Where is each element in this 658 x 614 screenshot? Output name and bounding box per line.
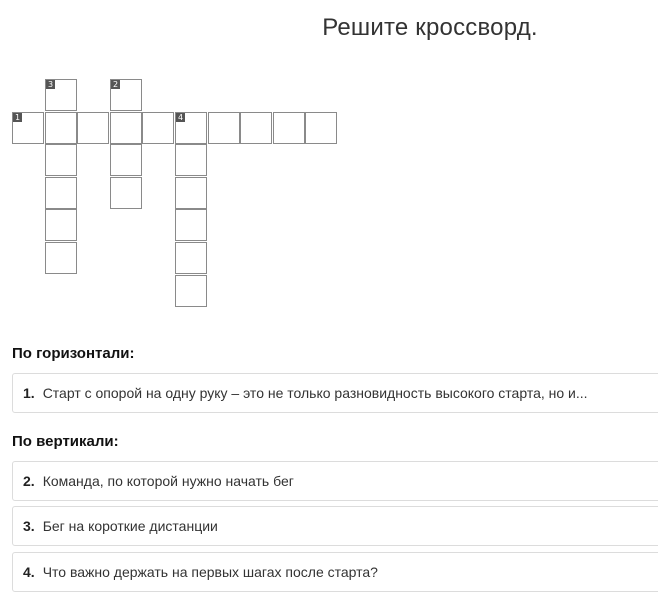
crossword-cell[interactable] xyxy=(110,177,142,209)
cell-number-label: 3 xyxy=(48,80,54,89)
crossword-cell[interactable] xyxy=(45,112,77,144)
crossword-cell[interactable] xyxy=(273,112,305,144)
crossword-cell[interactable] xyxy=(45,144,77,176)
crossword-cell[interactable] xyxy=(175,112,207,144)
across-clue-1[interactable] xyxy=(12,373,658,413)
crossword-cell[interactable] xyxy=(175,144,207,176)
down-clue-3[interactable] xyxy=(12,506,658,546)
crossword-cell[interactable] xyxy=(305,112,337,144)
clue-text: Команда, по которой нужно начать бег xyxy=(42,473,294,489)
crossword-cell[interactable] xyxy=(208,112,240,144)
clue-text: Старт с опорой на одну руку – это не только разновидность высокого старта, но и... xyxy=(42,385,588,401)
crossword-cell[interactable] xyxy=(240,112,272,144)
down-clue-2[interactable] xyxy=(12,461,658,501)
crossword-cell[interactable] xyxy=(45,177,77,209)
cell-number-label: 2 xyxy=(113,80,119,89)
crossword-cell[interactable] xyxy=(45,209,77,241)
clue-number: 3. xyxy=(23,518,35,534)
crossword-cell[interactable] xyxy=(45,79,77,111)
across-heading: По горизонтали: xyxy=(12,345,135,362)
clue-number: 4. xyxy=(23,564,35,580)
page-title: Решите кроссворд. xyxy=(322,14,538,41)
crossword-cell[interactable] xyxy=(110,79,142,111)
crossword-cell[interactable] xyxy=(175,275,207,307)
crossword-cell[interactable] xyxy=(175,177,207,209)
down-heading: По вертикали: xyxy=(12,433,119,450)
cell-number-label: 4 xyxy=(178,113,184,122)
clue-text: Что важно держать на первых шагах после старта? xyxy=(42,564,378,580)
down-clue-4[interactable] xyxy=(12,552,658,592)
clue-number: 2. xyxy=(23,473,35,489)
cell-number-label: 1 xyxy=(15,113,21,122)
crossword-cell[interactable] xyxy=(77,112,109,144)
crossword-cell[interactable] xyxy=(175,242,207,274)
clue-number: 1. xyxy=(23,385,35,401)
clue-text: Бег на короткие дистанции xyxy=(42,518,218,534)
crossword-cell[interactable] xyxy=(110,112,142,144)
crossword-cell[interactable] xyxy=(12,112,44,144)
crossword-cell[interactable] xyxy=(45,242,77,274)
crossword-cell[interactable] xyxy=(142,112,174,144)
crossword-cell[interactable] xyxy=(110,144,142,176)
crossword-cell[interactable] xyxy=(175,209,207,241)
